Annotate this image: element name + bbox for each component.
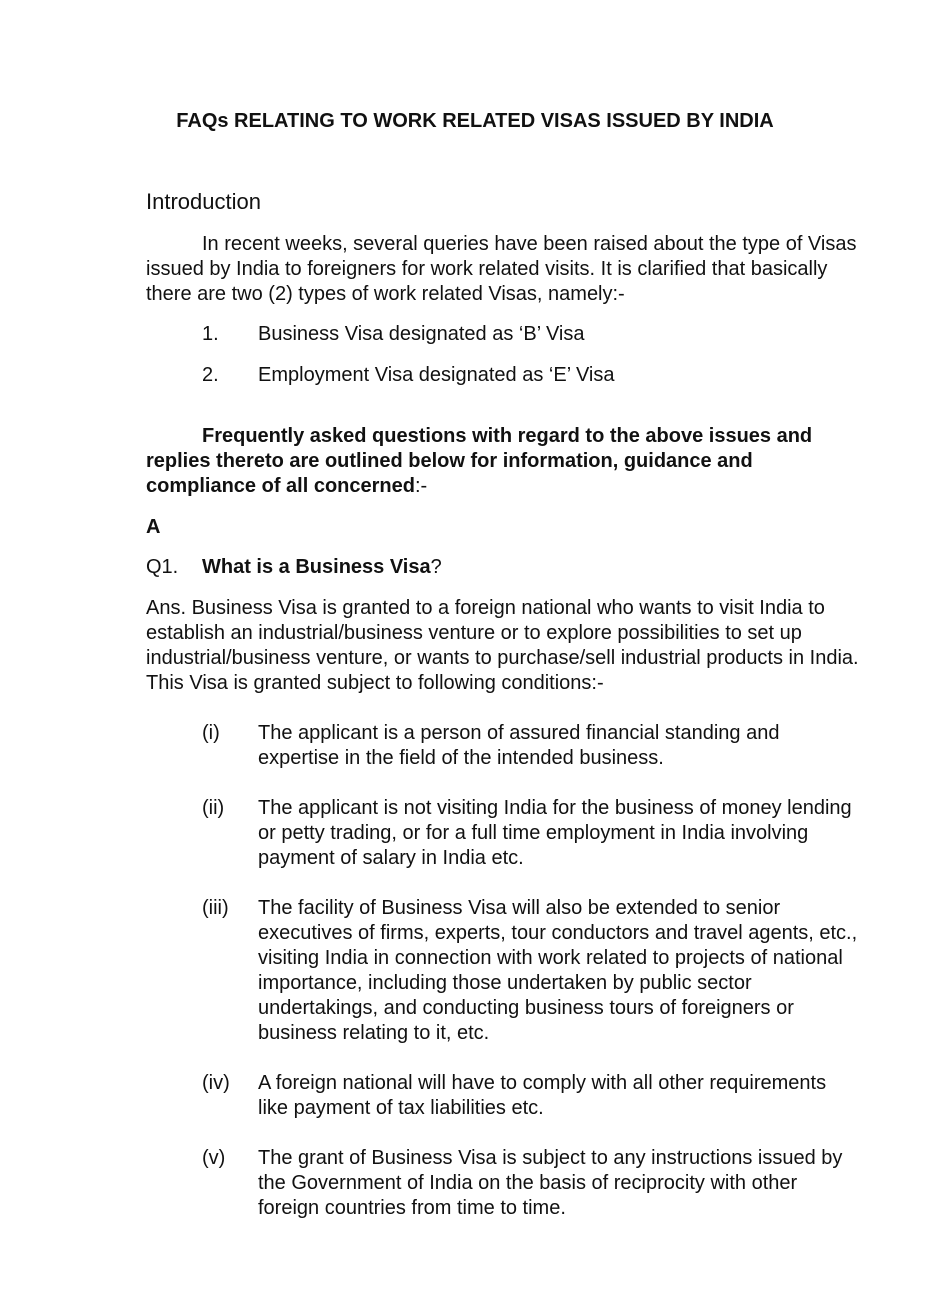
visa-type-text: Employment Visa designated as ‘E’ Visa (258, 364, 615, 386)
question-mark: ? (430, 556, 442, 578)
faq-intro-tail: :- (414, 475, 428, 497)
intro-heading: Introduction (146, 189, 261, 214)
condition-text: The applicant is not visiting India for the business of money lending or petty trading, or for a full time employment in India involving payment of salary in India etc. (258, 797, 852, 869)
visa-type-number: 1. (202, 323, 219, 345)
faq-intro-paragraph (146, 424, 866, 499)
condition-number: (iv) (202, 1072, 230, 1094)
condition-number: (ii) (202, 797, 225, 819)
condition-text: The applicant is a person of assured financial standing and expertise in the field of the intended business. (258, 722, 780, 769)
intro-paragraph-text: In recent weeks, several queries have been raised about the type of Visas issued by India to foreigners for work related visits. It is clarified that basically there are two (2) types of work related Visas, namely:- (146, 233, 857, 305)
intro-paragraph (146, 232, 866, 307)
visa-type-number: 2. (202, 364, 219, 386)
condition-number: (iii) (202, 897, 229, 919)
condition-number: (i) (202, 722, 220, 744)
answer-paragraph: Ans. Business Visa is granted to a foreign national who wants to visit India to establish an industrial/business venture or to explore possibilities to set up industrial/business venture, or wants to purchase/sell industrial products in India. This Visa is granted subject to following conditions:- (146, 597, 859, 694)
faq-intro-bold: Frequently asked questions with regard to the above issues and replies thereto are outlined below for information, guidance and compliance of all concerned (146, 425, 813, 497)
visa-type-text: Business Visa designated as ‘B’ Visa (258, 323, 585, 345)
condition-text: A foreign national will have to comply with all other requirements like payment of tax liabilities etc. (258, 1072, 827, 1119)
condition-number: (v) (202, 1147, 226, 1169)
condition-text: The grant of Business Visa is subject to any instructions issued by the Government of India on the basis of reciprocity with other foreign countries from time to time. (258, 1147, 843, 1219)
section-letter: A (146, 516, 161, 538)
page-title: FAQs RELATING TO WORK RELATED VISAS ISSUED BY INDIA (176, 110, 774, 132)
question-text (202, 555, 442, 580)
question-text-bold: What is a Business Visa (202, 556, 431, 578)
question-label: Q1. (146, 556, 179, 578)
condition-text: The facility of Business Visa will also be extended to senior executives of firms, experts, tour conductors and travel agents, etc., visiting India in connection with work related to projects of national importance, including those undertaken by public sector undertakings, and conducting business tours of foreigners or business relating to it, etc. (258, 897, 858, 1044)
